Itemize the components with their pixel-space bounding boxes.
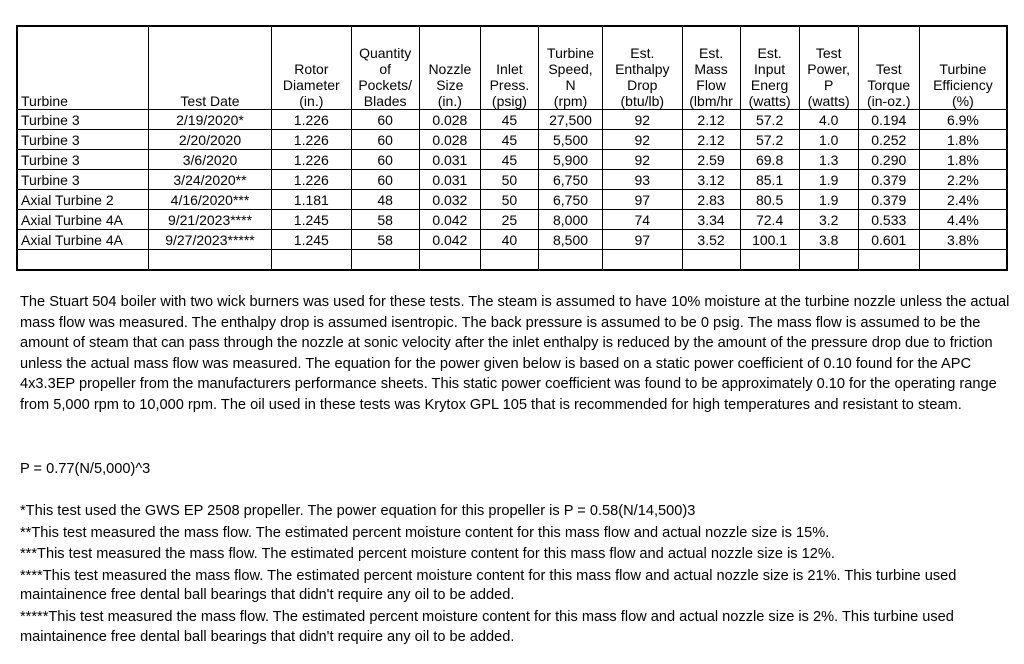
header-line: Energ — [750, 77, 789, 93]
table-cell: 5,900 — [538, 150, 602, 170]
col-header-nozzle-size — [419, 26, 480, 110]
header-line: Pockets/ — [358, 77, 413, 93]
table-cell: 0.042 — [419, 210, 480, 230]
table-cell: 1.181 — [272, 190, 351, 210]
col-header-input-energy — [740, 26, 799, 110]
table-cell: 58 — [351, 230, 419, 250]
table-cell: 0.031 — [419, 170, 480, 190]
header-line: (psig) — [491, 93, 527, 109]
col-header-test-power — [799, 26, 858, 110]
table-cell: 50 — [480, 170, 538, 190]
table-cell: 97 — [603, 190, 682, 210]
table-cell: Axial Turbine 2 — [17, 190, 148, 210]
header-line: Diameter — [282, 77, 340, 93]
header-line: Turbine — [547, 45, 594, 61]
table-cell: 1.0 — [799, 130, 858, 150]
col-header-test-date — [148, 26, 271, 110]
table-cell: 3/6/2020 — [148, 150, 271, 170]
table-cell — [272, 250, 351, 271]
table-cell: 1.3 — [799, 150, 858, 170]
table-cell — [17, 250, 148, 271]
header-line: Quantity — [359, 45, 412, 61]
table-row — [17, 110, 1007, 130]
table-cell: Axial Turbine 4A — [17, 230, 148, 250]
table-cell: 60 — [351, 150, 419, 170]
table-cell: 1.8% — [919, 130, 1007, 150]
header-line: (btu/lb) — [620, 93, 665, 109]
table-cell: 1.226 — [272, 110, 351, 130]
table-cell: 2.2% — [919, 170, 1007, 190]
table-cell — [740, 250, 799, 271]
header-line: Test — [875, 61, 902, 77]
table-cell — [603, 250, 682, 271]
table-cell: 5,500 — [538, 130, 602, 150]
footnote: *This test used the GWS EP 2508 propeller. The power equation for this propeller is P = 0.58(N/14,500)3 — [20, 503, 696, 519]
footnote: **This test measured the mass flow. The estimated percent moisture content for this mass flow and actual nozzle size is 15%. — [20, 524, 830, 541]
header-line: Speed, — [548, 61, 593, 77]
table-cell: 0.601 — [858, 230, 919, 250]
table-cell: 3.8 — [799, 230, 858, 250]
header-line: (in.) — [437, 93, 462, 109]
table-cell: 25 — [480, 210, 538, 230]
table-row — [17, 150, 1007, 170]
header-line: Mass — [694, 61, 728, 77]
table-cell: 2/20/2020 — [148, 130, 271, 150]
table-cell — [799, 250, 858, 271]
table-cell: 0.194 — [858, 110, 919, 130]
table-row — [17, 230, 1007, 250]
table-cell: Turbine 3 — [17, 110, 148, 130]
footnote: ***This test measured the mass flow. The estimated percent moisture content for this mass flow and actual nozzle size is 12%. — [20, 546, 835, 563]
table-cell: 1.245 — [272, 230, 351, 250]
table-row — [17, 130, 1007, 150]
header-line: Nozzle — [428, 61, 472, 77]
header-line: Blades — [363, 93, 407, 109]
table-cell: 60 — [351, 170, 419, 190]
header-line: P — [824, 77, 834, 93]
table-cell: 2.12 — [682, 110, 740, 130]
table-cell: 100.1 — [740, 230, 799, 250]
table-cell: 2.59 — [682, 150, 740, 170]
turbine-test-table — [16, 25, 1008, 271]
table-cell: 0.290 — [858, 150, 919, 170]
footnotes — [20, 502, 1010, 649]
header-line: Est. — [757, 45, 782, 61]
table-cell: 9/27/2023***** — [148, 230, 271, 250]
table-cell: Turbine 3 — [17, 170, 148, 190]
header-line: Drop — [627, 77, 658, 93]
header-line: (watts) — [748, 93, 791, 109]
table-cell — [419, 250, 480, 271]
table-cell: 4.0 — [799, 110, 858, 130]
header-line: Torque — [867, 77, 911, 93]
table-cell: 1.9 — [799, 190, 858, 210]
header-line: Turbine — [939, 61, 987, 77]
table-cell: 8,000 — [538, 210, 602, 230]
table-cell: Axial Turbine 4A — [17, 210, 148, 230]
header-row — [17, 26, 1007, 110]
header-line: (in-oz.) — [866, 93, 911, 109]
table-cell: 45 — [480, 130, 538, 150]
table-cell: 97 — [603, 230, 682, 250]
table-cell — [858, 250, 919, 271]
table-cell: 2.12 — [682, 130, 740, 150]
header-line: Est. — [698, 45, 724, 61]
table-cell — [682, 250, 740, 271]
table-cell — [480, 250, 538, 271]
header-line: of — [379, 61, 391, 77]
table-cell: 72.4 — [740, 210, 799, 230]
col-header-efficiency — [919, 26, 1007, 110]
table-cell: 58 — [351, 210, 419, 230]
col-header-turbine — [17, 26, 148, 110]
description-paragraph: The Stuart 504 boiler with two wick burners was used for these tests. The steam is assumed to have 10% moisture at the turbine nozzle unless the actual mass flow was measured. The enthalpy drop is assumed isentropic. The back pressure is assumed to be 0 psig. The mass flow is assumed to be the amount of steam that can pass through the nozzle at sonic velocity after the inlet enthalpy is reduced by the amount of the pressure drop due to friction unless the actual mass flow was measured. The equation for the power given below is based on a static power coefficient of 0.10 found for the APC 4x3.3EP propeller from the manufacturers performance sheets. This static power coefficient was found to be approximately 0.10 for the operating range from 5,000 rpm to 10,000 rpm. The oil used in these tests was Krytox GPL 105 that is recommended for high temperatures and resistant to steam. — [20, 294, 1010, 413]
table-cell: 1.8% — [919, 150, 1007, 170]
table-cell: 45 — [480, 110, 538, 130]
table-cell: 48 — [351, 190, 419, 210]
col-header-pockets — [351, 26, 419, 110]
col-header-turbine-speed — [538, 26, 602, 110]
table-cell: 0.028 — [419, 130, 480, 150]
table-cell: 57.2 — [740, 130, 799, 150]
table-cell: 2.4% — [919, 190, 1007, 210]
table-cell: 3.12 — [682, 170, 740, 190]
table-row — [17, 170, 1007, 190]
header-line: Enthalpy — [615, 61, 670, 77]
table-cell: 0.032 — [419, 190, 480, 210]
table-cell: 2/19/2020* — [148, 110, 271, 130]
table-cell: 80.5 — [740, 190, 799, 210]
col-header-enthalpy-drop — [603, 26, 682, 110]
table-cell: 1.226 — [272, 130, 351, 150]
table-cell — [919, 250, 1007, 271]
header-line: Efficiency — [933, 77, 993, 93]
table-cell: 92 — [603, 130, 682, 150]
table-cell: 2.83 — [682, 190, 740, 210]
header-line: (%) — [952, 93, 974, 109]
table-cell: 85.1 — [740, 170, 799, 190]
header-line: (watts) — [807, 93, 850, 109]
table-cell: 0.252 — [858, 130, 919, 150]
header-line: (rpm) — [553, 93, 588, 109]
header-line: Test — [815, 45, 842, 61]
col-header-rotor-diameter — [272, 26, 351, 110]
table-row — [17, 190, 1007, 210]
footnote: ****This test measured the mass flow. The estimated percent moisture content for this mass flow and actual nozzle size is 21%. This turbine used maintainence free dental ball bearings that didn't require any oil to be added. — [20, 567, 957, 604]
table-cell: 0.042 — [419, 230, 480, 250]
header-line: Test Date — [180, 93, 240, 109]
table-cell: 1.226 — [272, 150, 351, 170]
table-cell: 3.8% — [919, 230, 1007, 250]
table-body — [17, 110, 1007, 271]
table-cell: 4/16/2020*** — [148, 190, 271, 210]
table-cell: 93 — [603, 170, 682, 190]
table-cell: 74 — [603, 210, 682, 230]
header-line: Power, — [807, 61, 851, 77]
header-line: Est. — [630, 45, 655, 61]
table-cell: 1.226 — [272, 170, 351, 190]
table-cell: 57.2 — [740, 110, 799, 130]
table-cell — [538, 250, 602, 271]
table-cell — [351, 250, 419, 271]
header-line: N — [565, 77, 576, 93]
header-line: Size — [436, 77, 464, 93]
table-cell: 4.4% — [919, 210, 1007, 230]
table-cell: 6,750 — [538, 190, 602, 210]
table-cell: 92 — [603, 150, 682, 170]
table-row — [17, 250, 1007, 271]
table-cell: 9/21/2023**** — [148, 210, 271, 230]
table-cell: 6,750 — [538, 170, 602, 190]
col-header-mass-flow — [682, 26, 740, 110]
table-cell: 3.34 — [682, 210, 740, 230]
table-cell: 27,500 — [538, 110, 602, 130]
table-cell: 40 — [480, 230, 538, 250]
table-cell: 0.028 — [419, 110, 480, 130]
table-cell: 3.52 — [682, 230, 740, 250]
table-cell: 8,500 — [538, 230, 602, 250]
table-cell: 0.031 — [419, 150, 480, 170]
table-cell: 0.379 — [858, 170, 919, 190]
header-line: Inlet — [496, 61, 523, 77]
header-line: Press. — [489, 77, 530, 93]
table-row — [17, 210, 1007, 230]
table-cell: 1.245 — [272, 210, 351, 230]
table-cell: Turbine 3 — [17, 130, 148, 150]
table-cell — [148, 250, 271, 271]
power-equation: P = 0.77(N/5,000)^3 — [20, 461, 151, 477]
col-header-test-torque — [858, 26, 919, 110]
header-line: (lbm/hr — [689, 93, 733, 109]
header-line: Turbine — [21, 93, 68, 109]
table-cell: 3.2 — [799, 210, 858, 230]
table-cell: 1.9 — [799, 170, 858, 190]
table-cell: 50 — [480, 190, 538, 210]
table-cell: Turbine 3 — [17, 150, 148, 170]
table-cell: 60 — [351, 110, 419, 130]
table-cell: 6.9% — [919, 110, 1007, 130]
footnote: *****This test measured the mass flow. The estimated percent moisture content for this mass flow and actual nozzle size is 2%. This turbine used maintainence free dental ball bearings that didn't require any oil to be added. — [20, 608, 954, 645]
table-cell: 69.8 — [740, 150, 799, 170]
table-cell: 0.379 — [858, 190, 919, 210]
header-line: (in.) — [299, 93, 324, 109]
table-cell: 0.533 — [858, 210, 919, 230]
header-line: Rotor — [294, 61, 329, 77]
table-cell: 92 — [603, 110, 682, 130]
table-cell: 45 — [480, 150, 538, 170]
table-cell: 60 — [351, 130, 419, 150]
col-header-inlet-press — [480, 26, 538, 110]
header-line: Flow — [696, 77, 726, 93]
table-cell: 3/24/2020** — [148, 170, 271, 190]
header-line: Input — [754, 61, 786, 77]
